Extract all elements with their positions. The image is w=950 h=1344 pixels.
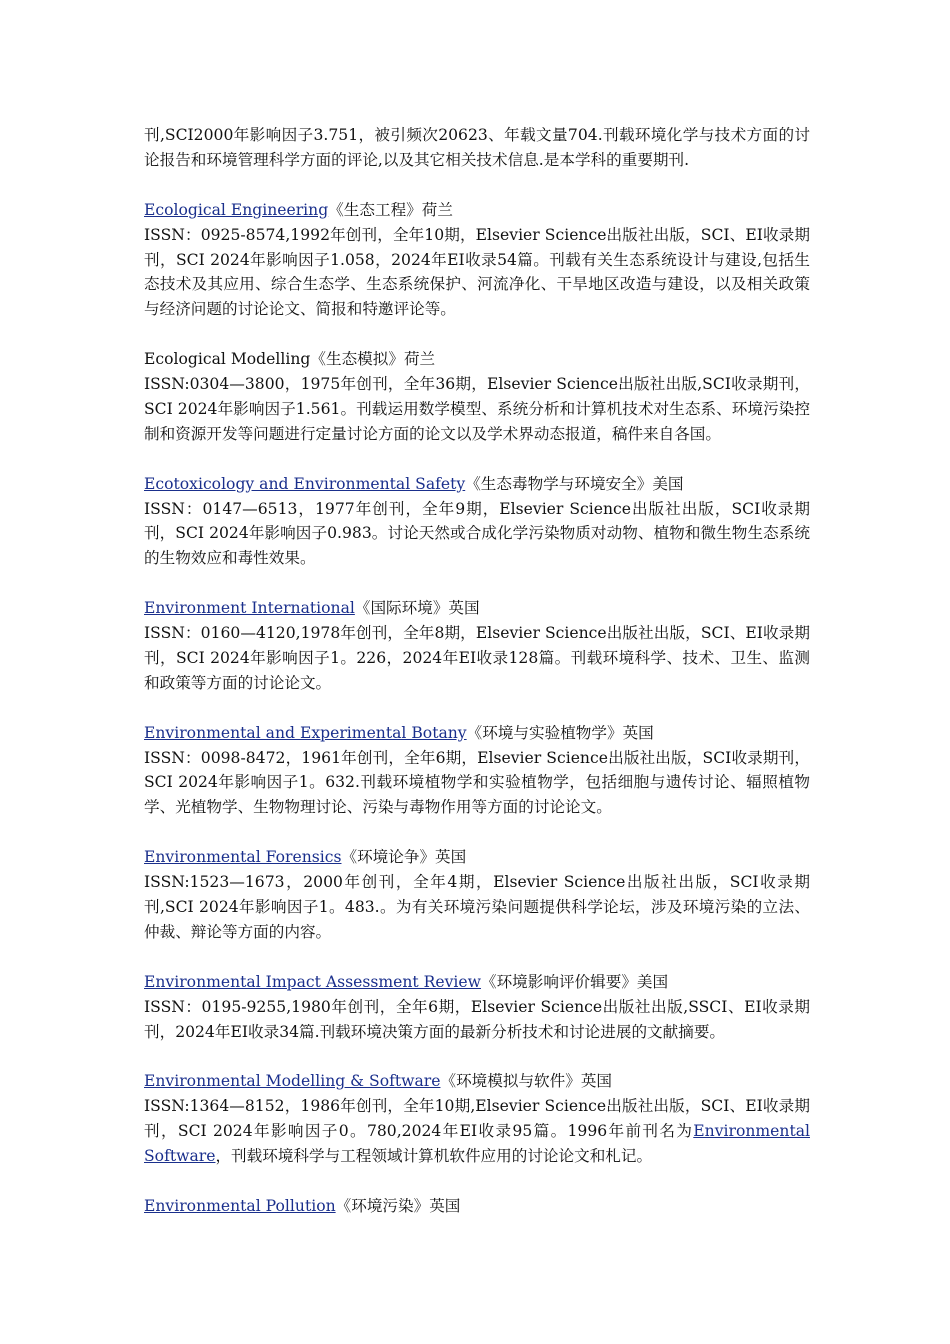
journal-title-cn: 《环境论争》英国: [341, 848, 467, 867]
journal-name-ecological-modelling: Ecological Modelling: [144, 350, 311, 369]
intro-paragraph: [144, 123, 810, 173]
journal-link-ecotoxicology[interactable]: Ecotoxicology and Environmental Safety: [144, 474, 466, 493]
journal-entry-environmental-forensics: [144, 845, 810, 945]
journal-description: ISSN:0304—3800，1975年创刊，全年36期，Elsevier Science出版社出版,SCI收录期刊，SCI 2024年影响因子1.561。刊载运用数学模型、系统分析和计算机技术对生态系、环境污染控制和资源开发等问题进行定量讨论方面的论文以及学术界动态报道，稿件来自各国。: [144, 375, 810, 443]
journal-title-cn: 《环境污染》英国: [335, 1196, 461, 1215]
journal-description: ISSN：0925-8574,1992年创刊，全年10期，Elsevier Science出版社出版，SCI、EI收录期刊，SCI 2024年影响因子1.058，2024年EI收录54篇。刊载有关生态系统设计与建设,包括生态技术及其应用、综合生态学、生态系统保护、河流净化、干旱地区改造与建设，以及相关政策与经济问题的讨论论文、简报和特邀评论等。: [144, 225, 810, 319]
journal-title-cn: 《生态毒物学与环境安全》美国: [465, 474, 684, 493]
journal-entry-modelling-software: [144, 1069, 810, 1169]
journal-title-cn: 《国际环境》英国: [354, 599, 480, 618]
intro-text: 刊,SCI2000年影响因子3.751，被引频次20623、年载文量704.刊载环境化学与技术方面的讨论报告和环境管理科学方面的评论,以及其它相关技术信息.是本学科的重要期刊.: [144, 126, 810, 169]
journal-title-line: [144, 596, 810, 621]
journal-title-cn: 《生态工程》荷兰: [328, 200, 453, 219]
journal-description-part: ，刊载环境科学与工程领域计算机软件应用的讨论论文和札记。: [215, 1147, 653, 1166]
journal-link-experimental-botany[interactable]: Environmental and Experimental Botany: [144, 723, 467, 742]
journal-link-environmental-pollution[interactable]: Environmental Pollution: [144, 1196, 336, 1215]
journal-link-ecological-engineering[interactable]: Ecological Engineering: [144, 200, 329, 219]
journal-title-line: [144, 472, 810, 497]
journal-entry-ecological-engineering: [144, 198, 810, 323]
journal-title-line: [144, 845, 810, 870]
journal-description: ISSN:1523—1673，2000年创刊，全年4期，Elsevier Science出版社出版，SCI收录期刊,SCI 2024年影响因子1。483.。为有关环境污染问题提供科学论坛，涉及环境污染的立法、仲裁、辩论等方面的内容。: [144, 873, 810, 941]
journal-description: ISSN：0160—4120,1978年创刊，全年8期，Elsevier Science出版社出版，SCI、EI收录期刊，SCI 2024年影响因子1。226，2024年EI收录128篇。刊载环境科学、技术、卫生、监测和政策等方面的讨论论文。: [144, 624, 810, 692]
journal-link-modelling-software[interactable]: Environmental Modelling & Software: [144, 1072, 441, 1091]
journal-entry-environment-international: [144, 596, 810, 696]
journal-entry-experimental-botany: [144, 721, 810, 821]
journal-link-environment-international[interactable]: Environment International: [144, 599, 355, 618]
journal-title-line: [144, 198, 810, 223]
journal-title-line: [144, 1194, 810, 1219]
journal-title-cn: 《环境影响评价辑要》美国: [480, 972, 669, 991]
journal-entry-environmental-pollution: [144, 1194, 810, 1219]
journal-title-cn: 《环境与实验植物学》英国: [466, 723, 654, 742]
journal-description-part: ISSN:1364—8152，1986年创刊，全年10期,Elsevier Science出版社出版，SCI、EI收录期刊，SCI 2024年影响因子0。780,2024年EI收录95篇。1996年前刊名为: [144, 1097, 810, 1141]
document-body: [144, 123, 810, 1244]
journal-entry-ecotoxicology: [144, 472, 810, 572]
journal-link-environmental-forensics[interactable]: Environmental Forensics: [144, 848, 342, 867]
journal-link-environmental-software[interactable]: Environmental Software: [144, 1122, 810, 1166]
journal-description: [144, 1097, 810, 1165]
journal-entry-impact-assessment: [144, 970, 810, 1045]
journal-link-impact-assessment[interactable]: Environmental Impact Assessment Review: [144, 972, 481, 991]
journal-title-cn: 《生态模拟》荷兰: [310, 350, 436, 369]
journal-title-line: [144, 347, 810, 372]
journal-description: ISSN：0195-9255,1980年创刊，全年6期，Elsevier Science出版社出版,SSCI、EI收录期刊，2024年EI收录34篇.刊载环境决策方面的最新分析技术和讨论进展的文献摘要。: [144, 997, 810, 1041]
journal-title-line: [144, 721, 810, 746]
journal-title-cn: 《环境模拟与软件》英国: [440, 1072, 613, 1091]
journal-title-line: [144, 1069, 810, 1094]
journal-description: ISSN：0147—6513，1977年创刊，全年9期，Elsevier Science出版社出版，SCI收录期刊，SCI 2024年影响因子0.983。讨论天然或合成化学污染物质对动物、植物和微生物生态系统的生物效应和毒性效果。: [144, 499, 810, 568]
journal-entry-ecological-modelling: [144, 347, 810, 447]
journal-description: ISSN：0098-8472，1961年创刊，全年6期，Elsevier Science出版社出版，SCI收录期刊，SCI 2024年影响因子1。632.刊载环境植物学和实验植物学，包括细胞与遗传讨论、辐照植物学、光植物学、生物物理讨论、污染与毒物作用等方面的讨论论文。: [144, 748, 810, 817]
journal-title-line: [144, 970, 810, 995]
